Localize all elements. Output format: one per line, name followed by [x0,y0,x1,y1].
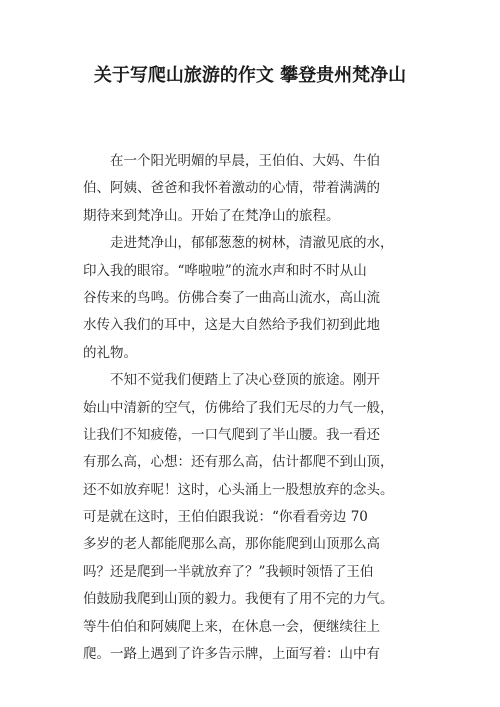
text-line: 爬。一路上遇到了许多告示牌，上面写着：山中有 [83,646,380,663]
text-line: 伯鼓励我爬到山顶的毅力。我便有了用不完的力气。 [83,591,394,608]
text-line: 吗？还是爬到一半就放弃了？”我顿时领悟了王伯 [83,563,374,580]
text-line: 谷传来的鸟鸣。仿佛合奏了一曲高山流水，高山流 [83,289,380,306]
text-line: 水传入我们的耳中，这是大自然给予我们初到此地 [83,317,380,334]
text-line: 等牛伯伯和阿姨爬上来，在休息一会，便继续往上 [83,618,380,635]
text-line: 印入我的眼帘。“哗啦啦”的流水声和时不时从山 [83,262,367,279]
text-line: 多岁的老人都能爬那么高，那你能爬到山顶那么高 [83,536,380,553]
text-line: 有那么高，心想：还有那么高，估计都爬不到山顶， [83,454,394,471]
text-line: 不知不觉我们便踏上了决心登顶的旅途。刚开 [110,372,380,389]
page-title: 关于写爬山旅游的作文 攀登贵州梵净山 [93,65,407,86]
article-body [83,148,427,668]
text-line: 在一个阳光明媚的早晨，王伯伯、大妈、牛伯 [110,153,380,169]
text-line: 期待来到梵净山。开始了在梵净山的旅程。 [83,207,340,224]
text-line: 伯、阿姨、爸爸和我怀着激动的心情，带着满满的 [83,180,380,197]
text-line: 走进梵净山，郁郁葱葱的树林，清澈见底的水， [110,235,394,252]
text-line: 可是就在这时，王伯伯跟我说：“你看看旁边 70 [83,509,368,526]
text-line: 还不如放弃呢！这时，心头涌上一股想放弃的念头。 [83,481,394,498]
text-line: 的礼物。 [83,344,137,361]
text-line: 始山中清新的空气，仿佛给了我们无尽的力气一般， [83,399,394,416]
text-line: 让我们不知疲倦，一口气爬到了半山腰。我一看还 [83,426,380,443]
